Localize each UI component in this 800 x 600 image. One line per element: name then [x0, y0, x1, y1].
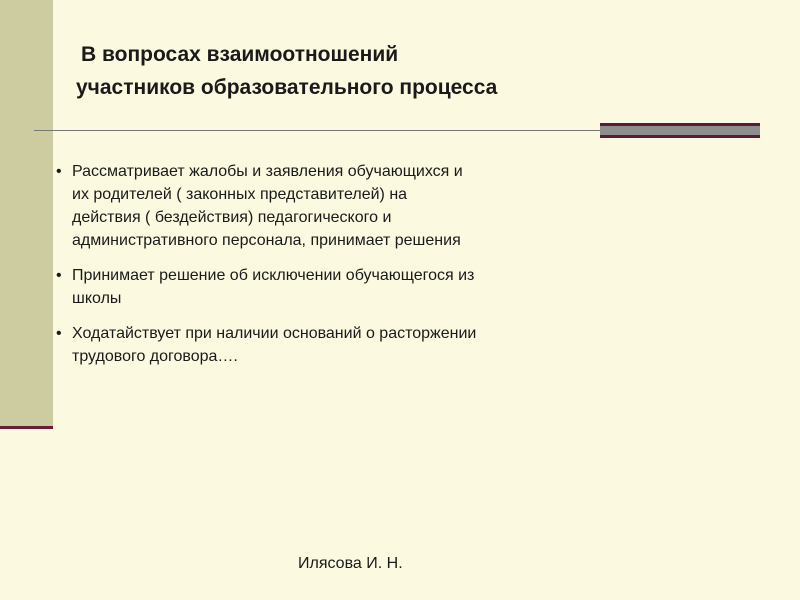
footer-author: Илясова И. Н.: [298, 555, 403, 572]
bullet-text-line: административного персонала, принимает решения: [72, 232, 461, 249]
bullet-text-line: школы: [72, 290, 122, 307]
bullet-text-line: Принимает решение об исключении обучающегося из: [72, 267, 475, 284]
title-divider-line: [34, 130, 600, 131]
bullet-marker: •: [56, 163, 62, 180]
bullet-list: [56, 160, 656, 380]
bullet-item-petition: [56, 322, 656, 368]
bullet-item-complaints: [56, 160, 656, 252]
bullet-marker: •: [56, 267, 62, 284]
title-line-1: В вопросах взаимоотношений: [81, 43, 399, 66]
title-line-2: участников образовательного процесса: [76, 76, 498, 99]
bullet-text-line: действия ( бездействия) педагогического и: [72, 209, 392, 226]
side-decoration-bar: [0, 0, 53, 428]
bullet-text-line: Ходатайствует при наличии оснований о расторжении: [72, 325, 477, 342]
side-bar-accent-line: [0, 426, 53, 429]
slide-title: [76, 38, 497, 104]
bullet-text-line: их родителей ( законных представителей) на: [72, 186, 408, 203]
bullet-marker: •: [56, 325, 62, 342]
bullet-text-line: Рассматривает жалобы и заявления обучающихся и: [72, 163, 463, 180]
bullet-text-line: трудового договора….: [72, 348, 238, 365]
bullet-item-expulsion: [56, 264, 656, 310]
title-divider-block: [600, 123, 760, 138]
